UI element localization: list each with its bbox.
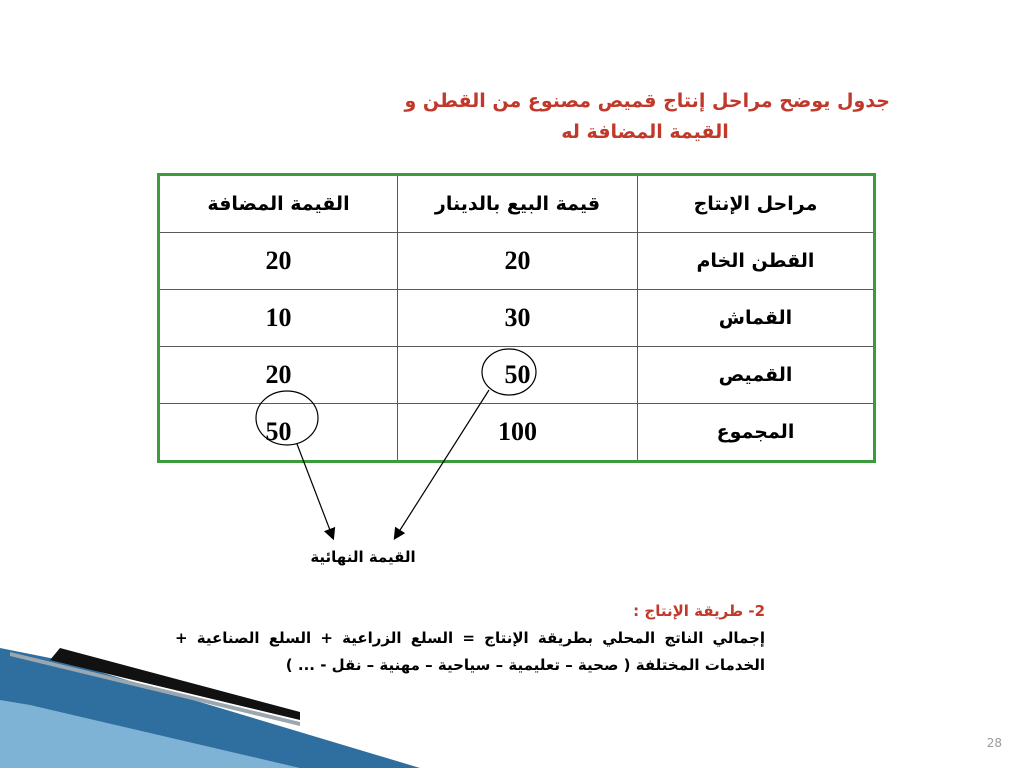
page-number: 28 bbox=[986, 736, 1002, 750]
arrow-from-sale bbox=[395, 390, 489, 538]
title-line-2: القيمة المضافة له bbox=[561, 121, 729, 143]
method-heading: 2- طريقة الإنتاج : bbox=[633, 602, 765, 620]
sale-value-cell: 20 bbox=[398, 233, 638, 290]
stage-cell: القطن الخام bbox=[637, 233, 874, 290]
circle-highlight-50-total bbox=[256, 391, 318, 445]
method-body: إجمالي الناتج المحلي بطريقة الإنتاج = السلع الزراعية + السلع الصناعية + الخدمات المختلفة ( صحية – تعليمية – سياحية – مهنية – نقل - ... ) bbox=[175, 629, 765, 674]
sale-value-cell: 30 bbox=[398, 290, 638, 347]
added-value-cell: 20 bbox=[159, 233, 398, 290]
added-value-cell: 20 bbox=[159, 347, 398, 404]
circle-highlight-50-sale bbox=[482, 349, 536, 395]
sale-value-cell: 50 bbox=[398, 347, 638, 404]
stage-cell: القماش bbox=[637, 290, 874, 347]
production-method-section bbox=[175, 598, 765, 679]
total-added-value-cell: 50 bbox=[159, 404, 398, 462]
total-label-cell: المجموع bbox=[637, 404, 874, 462]
stage-cell: القميص bbox=[637, 347, 874, 404]
title-line-1: جدول يوضح مراحل إنتاج قميص مصنوع من القطن و bbox=[404, 90, 890, 112]
total-sale-value-cell: 100 bbox=[398, 404, 638, 462]
header-stages: مراحل الإنتاج bbox=[637, 175, 874, 233]
added-value-cell: 10 bbox=[159, 290, 398, 347]
final-value-label: القيمة النهائية bbox=[310, 548, 416, 566]
arrow-from-total bbox=[297, 444, 333, 538]
header-added-value: القيمة المضافة bbox=[159, 175, 398, 233]
header-sale-value: قيمة البيع بالدينار bbox=[398, 175, 638, 233]
